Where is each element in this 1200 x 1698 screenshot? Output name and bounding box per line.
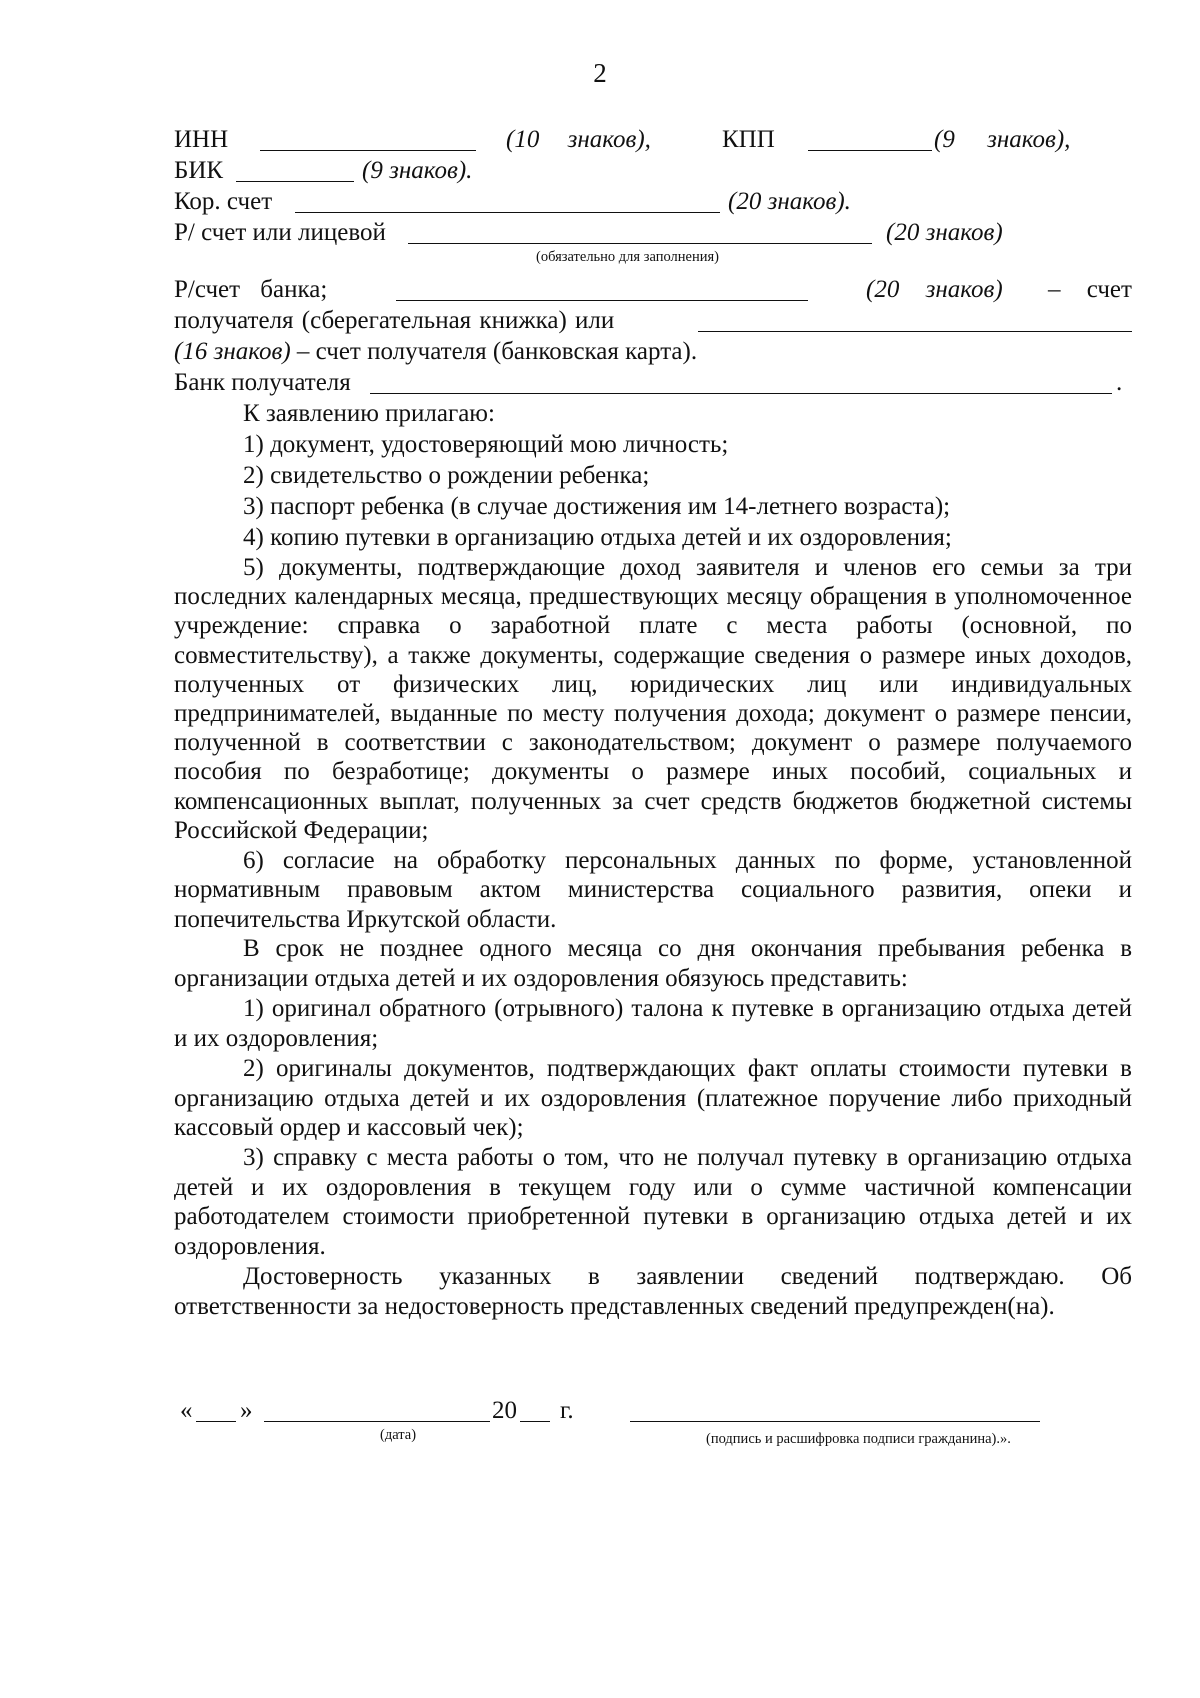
rs-required-note: (обязательно для заполнения) — [536, 249, 719, 265]
bank-row — [174, 367, 1132, 399]
inn-kpp-row — [174, 124, 1132, 156]
rs-bank-hint: (20 знаков) — [866, 276, 1003, 303]
card-field-line[interactable] — [698, 305, 1132, 332]
month-field-line[interactable] — [264, 1395, 490, 1422]
inn-hint: (10 знаков), — [506, 126, 651, 153]
card-text: – счет получателя (банковская карта). — [290, 338, 698, 365]
attach-item-4: 4) копию путевки в организацию отдыха детей и их оздоровления; — [243, 524, 952, 551]
obligation-item-2: 2) оригиналы документов, подтверждающих факт оплаты стоимости путевки в организацию отдыха детей и их оздоровления (платежное поручение либо приходный кассовый ордер и кассовый чек); — [174, 1055, 1132, 1141]
inn-label: ИНН — [174, 126, 229, 153]
page-number: 2 — [593, 58, 607, 88]
rs-bank-label: Р/счет банка; — [174, 276, 328, 303]
obligation-intro: В срок не позднее одного месяца со дня окончания пребывания ребенка в организации отдыха детей и их оздоровления обязуюсь представить: — [174, 935, 1132, 992]
kor-row — [174, 186, 1132, 218]
attach-item-3: 3) паспорт ребенка (в случае достижения им 14-летнего возраста); — [243, 493, 951, 520]
year-prefix: 20 — [492, 1397, 517, 1424]
signature-row — [174, 1395, 1132, 1427]
rs-hint: (20 знаков) — [886, 219, 1003, 246]
date-note: (дата) — [380, 1427, 417, 1443]
kpp-label: КПП — [722, 126, 775, 153]
rs-label: Р/ счет или лицевой — [174, 219, 386, 246]
quote-close: » — [240, 1397, 253, 1424]
rs-bank-tail: – счет — [1048, 276, 1132, 303]
card-line — [174, 336, 697, 368]
kpp-field-line[interactable] — [808, 124, 932, 151]
quote-open: « — [180, 1397, 193, 1424]
kor-hint: (20 знаков). — [728, 188, 851, 215]
bik-row — [174, 155, 1132, 187]
savings-row — [174, 305, 1132, 337]
rs-row — [174, 217, 1132, 249]
bik-field-line[interactable] — [236, 155, 354, 182]
year-suffix: г. — [560, 1397, 574, 1424]
kpp-hint: (9 знаков), — [934, 126, 1071, 153]
attach-item-1: 1) документ, удостоверяющий мою личность; — [243, 431, 729, 458]
signature-field-line[interactable] — [630, 1395, 1040, 1422]
obligation-item-3: 3) справку с места работы о том, что не получал путевку в организацию отдыха детей и их оздоровления в текущем году или о сумме частичной компенсации работодателем стоимости приобретенной путевки в организацию отдыха детей и их оздоровления. — [174, 1144, 1132, 1260]
rs-bank-row — [174, 274, 1132, 306]
savings-label: получателя (сберегательная книжка) или — [174, 307, 615, 334]
attach-title: К заявлению прилагаю: — [243, 400, 495, 427]
card-row — [174, 336, 1132, 368]
bank-field-line[interactable] — [370, 367, 1112, 394]
bik-label: БИК — [174, 157, 224, 184]
inn-field-line[interactable] — [260, 124, 476, 151]
rs-bank-field-line[interactable] — [396, 274, 808, 301]
obligation-item-1: 1) оригинал обратного (отрывного) талона к путевке в организацию отдыха детей и их оздоровления; — [174, 995, 1132, 1052]
bank-end: . — [1116, 369, 1123, 396]
day-field-line[interactable] — [196, 1395, 236, 1422]
kor-field-line[interactable] — [295, 186, 720, 213]
bik-hint: (9 знаков). — [362, 157, 473, 184]
attach-item-2: 2) свидетельство о рождении ребенка; — [243, 462, 650, 489]
confirmation-paragraph: Достоверность указанных в заявлении сведений подтверждаю. Об ответственности за недостоверность представленных сведений предупрежден(на). — [174, 1263, 1132, 1320]
rs-field-line[interactable] — [408, 217, 872, 244]
attach-item-5: 5) документы, подтверждающие доход заявителя и членов его семьи за три последних календарных месяца, предшествующих месяцу обращения в уполномоченное учреждение: справка о заработной плате с места работы (основной, по совместительству), а также документы, содержащие сведения о размере иных доходов, полученных от физических лиц, юридических лиц или индивидуальных предпринимателей, выданные по месту получения дохода; документ о размере пенсии, полученной в соответствии с законодательством; документ о размере получаемого пособия по безработице; документы о размере иных пособий, социальных и компенсационных выплат, полученных за счет средств бюджетов бюджетной системы Российской Федерации; — [174, 554, 1132, 844]
year-field-line[interactable] — [520, 1395, 550, 1422]
kor-label: Кор. счет — [174, 188, 273, 215]
signature-note: (подпись и расшифровка подписи гражданина).». — [706, 1431, 1011, 1447]
card-hint: (16 знаков) — [174, 338, 291, 365]
attach-item-6: 6) согласие на обработку персональных данных по форме, установленной нормативным правовым актом министерства социального развития, опеки и попечительства Иркутской области. — [174, 847, 1132, 933]
bank-label: Банк получателя — [174, 369, 351, 396]
